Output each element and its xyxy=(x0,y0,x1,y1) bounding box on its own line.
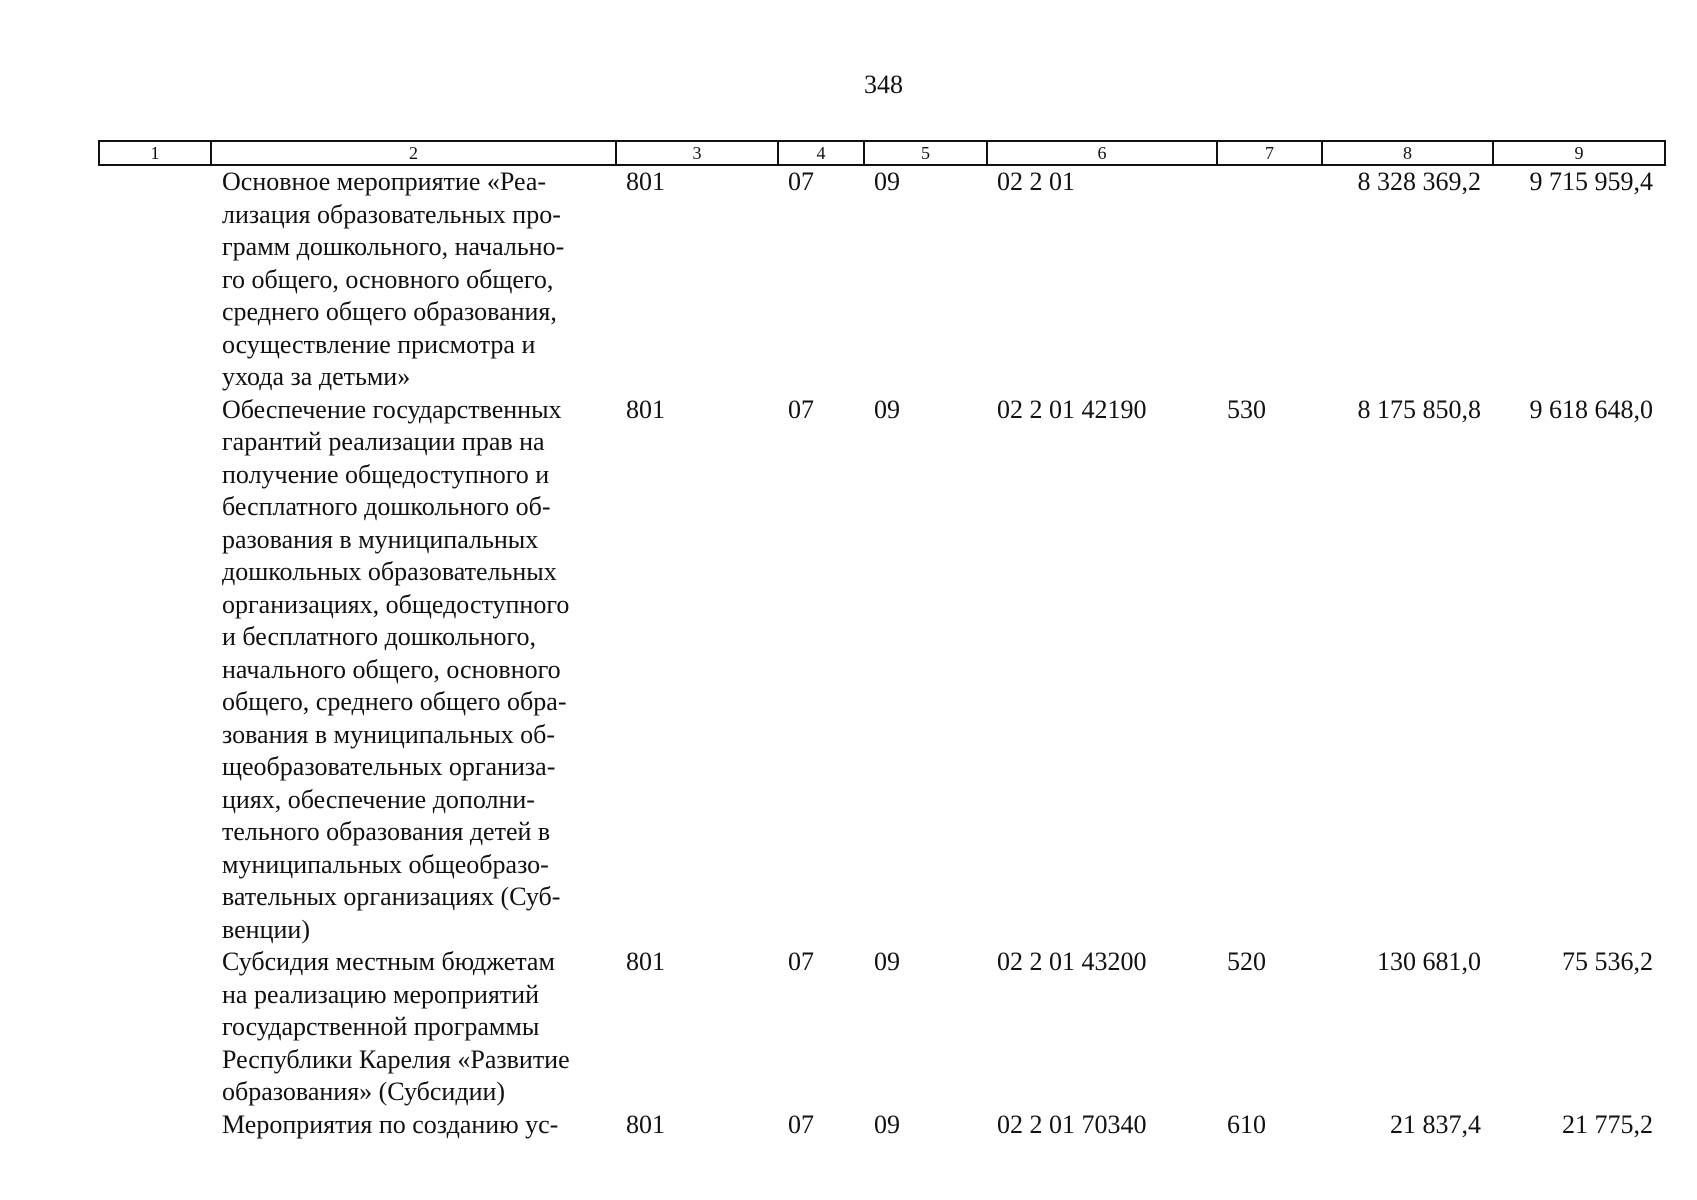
cell-subsection-code: 09 xyxy=(874,394,900,424)
item-name-line: вательных организациях (Суб- xyxy=(222,882,561,911)
header-col-1: 1 xyxy=(99,141,211,165)
cell-item-name xyxy=(211,946,616,1109)
cell-item-name xyxy=(211,165,616,394)
cell-subsection-code: 09 xyxy=(874,1109,900,1139)
table-body xyxy=(99,165,1665,1141)
cell-col-1 xyxy=(99,165,211,394)
item-name-line: среднего общего образования, xyxy=(222,297,557,326)
cell-subsection-code: 09 xyxy=(874,947,900,976)
cell-section-code: 07 xyxy=(788,394,814,424)
cell-amount-col-8: 130 681,0 xyxy=(1377,947,1481,976)
cell-amount-col-8: 8 328 369,2 xyxy=(1357,167,1481,196)
item-name-line: муниципальных общеобразо- xyxy=(222,849,549,879)
item-name-line: Субсидия местным бюджетам xyxy=(222,947,555,976)
table-row xyxy=(99,1109,1665,1142)
cell-item-name xyxy=(211,1109,616,1142)
cell-expense-type: 610 xyxy=(1227,1109,1266,1139)
header-col-7: 7 xyxy=(1217,141,1322,165)
item-name-line: дошкольных образовательных xyxy=(222,557,557,586)
cell-target-code: 02 2 01 42190 xyxy=(997,394,1147,424)
item-name-line: Обеспечение государственных xyxy=(222,394,562,424)
header-col-2: 2 xyxy=(211,141,616,165)
item-name-line: ухода за детьми» xyxy=(222,362,411,391)
header-col-4: 4 xyxy=(778,141,864,165)
cell-amount-col-8: 21 837,4 xyxy=(1390,1109,1481,1139)
cell-subsection-code: 09 xyxy=(874,167,900,196)
item-name-line: Основное мероприятие «Реа- xyxy=(222,167,547,196)
cell-col-1 xyxy=(99,1109,211,1142)
table-row xyxy=(99,394,1665,947)
cell-ministry-code: 801 xyxy=(626,1109,665,1139)
item-name-line: начального общего, основного xyxy=(222,654,561,684)
page-number: 348 xyxy=(864,70,903,99)
cell-section-code: 07 xyxy=(788,1109,814,1139)
header-col-9: 9 xyxy=(1493,141,1665,165)
cell-amount-col-9: 21 775,2 xyxy=(1562,1109,1653,1139)
cell-section-code: 07 xyxy=(788,167,814,196)
item-name-line: го общего, основного общего, xyxy=(222,264,554,294)
cell-col-1 xyxy=(99,394,211,947)
item-name-line: бесплатного дошкольного об- xyxy=(222,492,551,521)
item-name-line: гарантий реализации прав на xyxy=(222,427,545,456)
item-name-line: Республики Карелия «Развитие xyxy=(222,1044,570,1074)
table-row xyxy=(99,165,1665,394)
item-name-line: организациях, общедоступного xyxy=(222,589,570,619)
cell-amount-col-9: 75 536,2 xyxy=(1562,947,1653,976)
cell-section-code: 07 xyxy=(788,947,814,976)
item-name-line: образования» (Субсидии) xyxy=(222,1077,506,1106)
header-col-8: 8 xyxy=(1322,141,1493,165)
item-name-line: тельного образования детей в xyxy=(222,817,551,846)
budget-table xyxy=(98,140,1666,1141)
item-name-line: получение общедоступного и xyxy=(222,459,550,489)
item-name-line: на реализацию мероприятий xyxy=(222,979,540,1009)
item-name-line: венции) xyxy=(222,914,310,944)
cell-amount-col-9: 9 618 648,0 xyxy=(1529,394,1653,424)
cell-amount-col-8: 8 175 850,8 xyxy=(1357,394,1481,424)
cell-expense-type: 530 xyxy=(1227,394,1266,424)
cell-item-name xyxy=(211,394,616,947)
cell-target-code: 02 2 01 xyxy=(997,167,1075,196)
item-name-line: зования в муниципальных об- xyxy=(222,719,556,749)
item-name-line: государственной программы xyxy=(222,1012,540,1041)
header-col-5: 5 xyxy=(864,141,987,165)
header-row xyxy=(99,141,1665,165)
header-col-6: 6 xyxy=(987,141,1217,165)
cell-col-1 xyxy=(99,946,211,1109)
item-name-line: общего, среднего общего обра- xyxy=(222,687,567,716)
item-name-line: грамм дошкольного, начально- xyxy=(222,232,565,261)
item-name-line: лизация образовательных про- xyxy=(222,199,561,229)
header-col-3: 3 xyxy=(616,141,778,165)
item-name-line: щеобразовательных организа- xyxy=(222,752,556,781)
cell-target-code: 02 2 01 70340 xyxy=(997,1109,1147,1139)
item-name-line: циях, обеспечение дополни- xyxy=(222,784,535,814)
cell-expense-type xyxy=(1217,165,1322,394)
cell-amount-col-9: 9 715 959,4 xyxy=(1529,167,1653,196)
cell-ministry-code: 801 xyxy=(626,167,665,196)
table-row xyxy=(99,946,1665,1109)
item-name-line: осуществление присмотра и xyxy=(222,329,536,359)
cell-ministry-code: 801 xyxy=(626,394,665,424)
item-name-line: разования в муниципальных xyxy=(222,524,539,554)
table-header xyxy=(99,141,1665,165)
item-name-line: и бесплатного дошкольного, xyxy=(222,622,537,651)
cell-ministry-code: 801 xyxy=(626,947,665,976)
item-name-line: Мероприятия по созданию ус- xyxy=(222,1109,559,1139)
cell-target-code: 02 2 01 43200 xyxy=(997,947,1147,976)
cell-expense-type: 520 xyxy=(1227,947,1266,976)
